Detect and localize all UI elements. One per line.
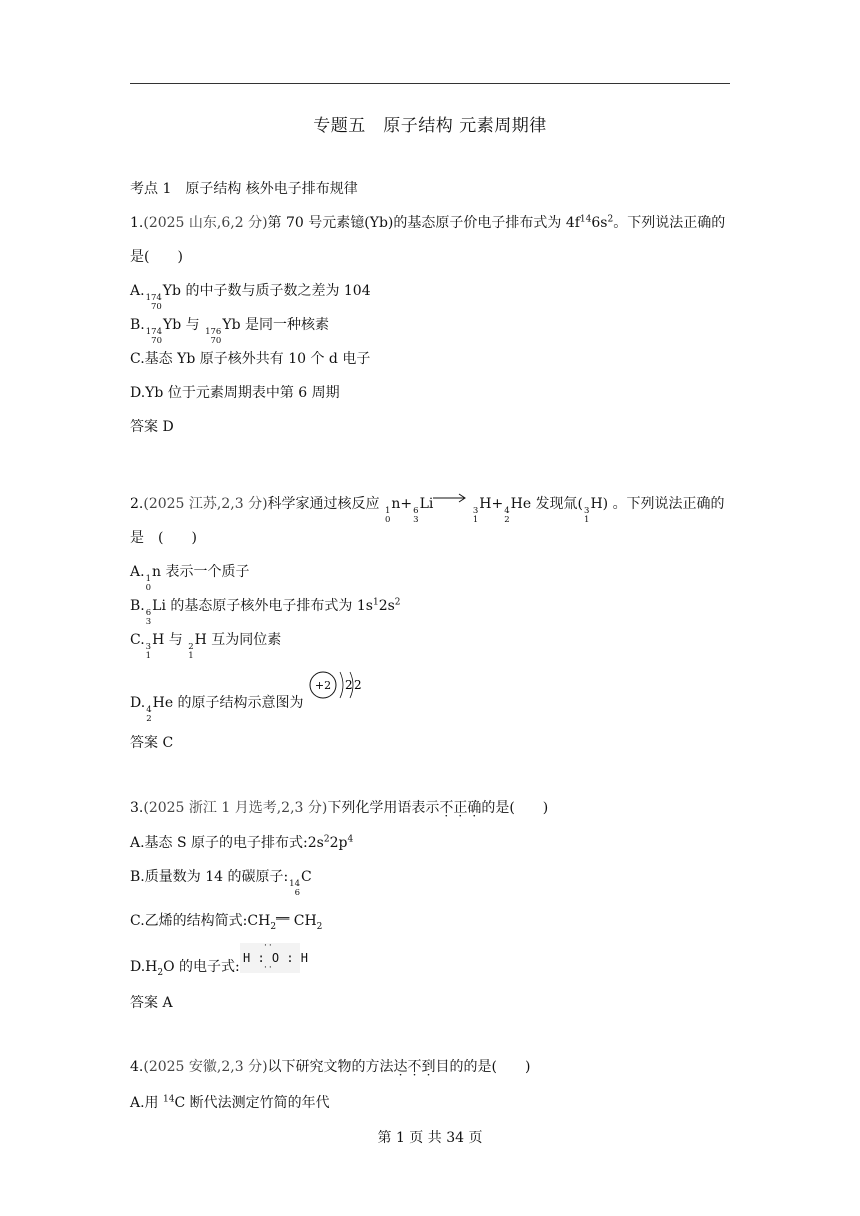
reaction-arrow-icon	[433, 492, 467, 504]
nuclide-notation: 1 0	[384, 506, 391, 525]
q1-stem: 1.(2025 山东,6,2 分)第 70 号元素镱(Yb)的基态原子价电子排布式为 $4f^{14}6s^2$。下列说法正确的	[130, 214, 726, 231]
q3-option-d: $D.H_2O$ 的电子式:	[130, 959, 240, 978]
q1-option-b: B. 174 70 Yb 与 176 70 Yb 是同一种核素	[130, 317, 329, 346]
page-title: 专题五 原子结构 元素周期律	[313, 116, 547, 136]
q2-answer: 答案 C	[130, 735, 174, 751]
nuclide-notation: 6 3	[413, 506, 419, 525]
q2-option-d: D. 4 2 He 的原子结构示意图为	[130, 695, 304, 724]
q1-source: (2025 山东,6,2 分)	[143, 215, 268, 231]
q4-stem: 4.(2025 安徽,2,3 分)以下研究文物的方法达不到目的的是( )	[130, 1059, 531, 1075]
q3-option-a: A.基态 S 原子的电子排布式$:2s^22p^4$	[130, 834, 354, 851]
nuclide-notation: 6 3	[145, 608, 152, 627]
q1-option-c: C.基态 Yb 原子核外共有 10 个 d 电子	[130, 351, 371, 367]
q1-option-d: D.Yb 位于元素周期表中第 6 周期	[130, 385, 340, 401]
nuclide-notation: 4 2	[504, 506, 510, 525]
h2o-electron-formula-image: H : O : H ·· ··	[240, 943, 300, 973]
nucleus-charge: +2	[314, 679, 332, 692]
nuclide-notation: 1 0	[145, 574, 151, 593]
emphasis-char: 正	[453, 800, 468, 816]
q2-option-b: B. 6 3 Li 的基态原子核外电子排布式为 $1s^12s^2$	[130, 597, 401, 627]
emphasis-char: 到	[421, 1059, 436, 1075]
q3-stem: 3.(2025 浙江 1 月选考,2,3 分)下列化学用语表示不正确的是( )	[130, 800, 549, 816]
shell-2-count: 2	[354, 678, 362, 692]
emphasis-char: 确	[467, 800, 482, 816]
q2-option-a: A. 1 0 n 表示一个质子	[130, 564, 250, 593]
atom-structure-diagram	[306, 668, 366, 704]
shell-1-count: 2	[345, 678, 353, 692]
nuclide-notation: 3 1	[472, 506, 479, 525]
page-footer: 第 1 页 共 34 页	[377, 1130, 483, 1146]
q2-stem-line2: 是 ( )	[130, 530, 197, 546]
q2-source: (2025 江苏,2,3 分)	[143, 496, 268, 512]
nuclide-notation: 2 1	[188, 642, 194, 661]
nuclide-notation: 176 70	[205, 327, 222, 346]
nuclide-notation: 174 70	[145, 327, 162, 346]
section-heading: 考点 1 原子结构 核外电子排布规律	[130, 181, 358, 197]
q1-answer: 答案 D	[130, 419, 174, 435]
emphasis-char: 不	[407, 1059, 422, 1075]
nuclide-notation: 174 70	[145, 293, 162, 312]
q4-option-a: A.用 $^{14}$C 断代法测定竹简的年代	[130, 1094, 330, 1111]
nuclide-notation: 14 6	[289, 879, 300, 898]
q1-stem-line2: 是( )	[130, 249, 183, 265]
q2-option-c: C. 3 1 H 与 2 1 H 互为同位素	[130, 632, 282, 661]
emphasis-char: 不	[439, 800, 454, 816]
q3-option-c: C.乙烯的结构简式$:CH_2^{══}$ $CH_2$	[130, 912, 323, 932]
q1-option-a: A. 174 70 Yb 的中子数与质子数之差为 104	[130, 283, 371, 312]
emphasis-char: 达	[393, 1059, 408, 1075]
nuclide-notation: 3 1	[584, 506, 590, 525]
q3-source: (2025 浙江 1 月选考,2,3 分)	[143, 800, 328, 816]
q3-option-b: B.质量数为 14 的碳原子: 14 6 C	[130, 869, 312, 898]
header-rule	[130, 83, 730, 84]
nuclide-notation: 4 2	[146, 705, 152, 724]
q3-answer: 答案 A	[130, 995, 173, 1011]
q2-stem: 2.(2025 江苏,2,3 分)科学家通过核反应 1 0 n+ 6 3 Li 3 1 H+ 4 2 He 发现氚( 3 1 H) 。下列说法正确的	[130, 492, 725, 525]
nuclide-notation: 3 1	[145, 642, 152, 661]
q4-source: (2025 安徽,2,3 分)	[143, 1059, 268, 1075]
double-bond-icon: ══	[276, 912, 290, 925]
